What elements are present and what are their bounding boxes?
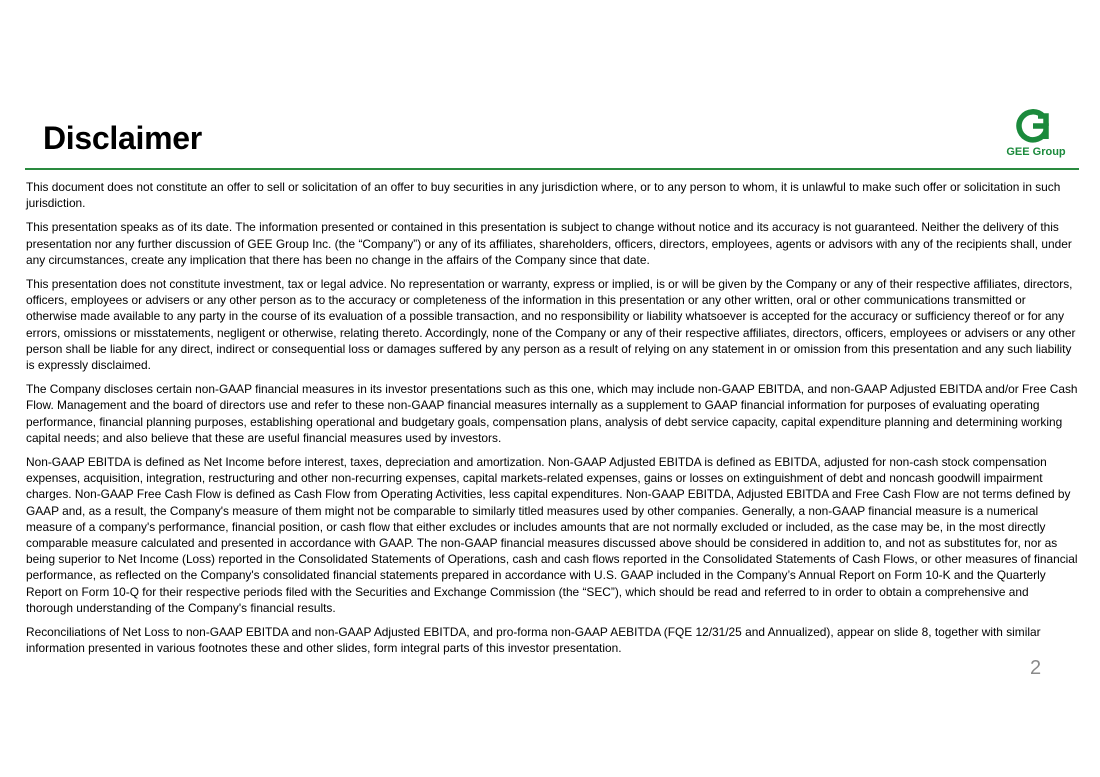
disclaimer-paragraph: The Company discloses certain non-GAAP financial measures in its investor presentations such as this one, which may include non-GAAP EBITDA, and non-GAAP Adjusted EBITDA and/or Free Cash Flow. Management and the board of directors use and refer to these non-GAAP financial measures internally as a supplement to GAAP financial information for purposes of evaluating operating performance, financial planning purposes, establishing operational and budgetary goals, compensation plans, analysis of debt service capacity, capital expenditure planning and determining working capital needs; and also believe that these are useful financial measures used by investors.: [26, 382, 1078, 445]
gee-logo-icon: [1016, 108, 1056, 144]
disclaimer-paragraph: Non-GAAP EBITDA is defined as Net Income before interest, taxes, depreciation and amortization. Non-GAAP Adjusted EBITDA is defined as EBITDA, adjusted for non-cash stock compensation expenses, acquisition, integration, restructuring and other non-recurring expenses, capital markets-related expenses, gains or losses on extinguishment of debt and noncash goodwill impairment charges. Non-GAAP Free Cash Flow is defined as Cash Flow from Operating Activities, less capital expenditures. Non-GAAP EBITDA, Adjusted EBITDA and Free Cash Flow are not terms defined by GAAP and, as a result, the Company's measure of them might not be comparable to similarly titled measures used by other companies. Generally, a non-GAAP financial measure is a numerical measure of a company's performance, financial position, or cash flow that either excludes or includes amounts that are not normally excluded or included, as the case may be, in the most directly comparable measure calculated and presented in accordance with GAAP. The non-GAAP financial measures discussed above should be considered in addition to, and not as substitutes for, nor as being superior to Net Income (Loss) reported in the Consolidated Statements of Operations, cash and cash flows reported in the Consolidated Statements of Cash Flows, or other measures of financial performance, as reflected on the Company's consolidated financial statements prepared in accordance with U.S. GAAP included in the Company’s Annual Report on Form 10-K and the Quarterly Report on Form 10-Q for their respective periods filed with the Securities and Exchange Commission (the “SEC”), which should be read and referred to in order to obtain a comprehensive and thorough understanding of the Company's financial results.: [26, 455, 1078, 615]
disclaimer-paragraph: This document does not constitute an offer to sell or solicitation of an offer to buy securities in any jurisdiction where, or to any person to whom, it is unlawful to make such offer or solicitation in such jurisdiction.: [26, 180, 1061, 211]
logo-wordmark: GEE Group: [1006, 146, 1066, 158]
disclaimer-paragraph: This presentation does not constitute investment, tax or legal advice. No representation or warranty, express or implied, is or will be given by the Company or any of their respective affiliates, directors, officers, employees or advisers or any other person as to the accuracy or completeness of the information in this presentation or any other written, oral or other communications transmitted or otherwise made available to any party in the course of its evaluation of a possible transaction, and no responsibility or liability whatsoever is accepted for the accuracy or sufficiency thereof or for any errors, omissions or misstatements, negligent or otherwise, relating thereto. Accordingly, none of the Company or any of their respective affiliates, directors, officers, employees or advisers or any other person shall be liable for any direct, indirect or consequential loss or damages suffered by any person as a result of relying on any statement in or omission from this presentation and any such liability is expressly disclaimed.: [26, 277, 1076, 373]
page-number: 2: [1030, 657, 1042, 679]
company-logo: [998, 108, 1074, 162]
disclaimer-paragraph: Reconciliations of Net Loss to non-GAAP EBITDA and non-GAAP Adjusted EBITDA, and pro-forma non-GAAP AEBITDA (FQE 12/31/25 and Annualized), appear on slide 8, together with similar information presented in various footnotes these and other slides, form integral parts of this investor presentation.: [26, 625, 1041, 656]
disclaimer-paragraph: This presentation speaks as of its date. The information presented or contained in this presentation is subject to change without notice and its accuracy is not guaranteed. Neither the delivery of this presentation nor any further discussion of GEE Group Inc. (the “Company”) or any of its affiliates, shareholders, officers, directors, employees, agents or advisors with any of the recipients shall, under any circumstances, create any implication that there has been no change in the affairs of the Company since that date.: [26, 220, 1072, 267]
title-divider: [25, 168, 1079, 170]
disclaimer-body: [26, 179, 1078, 664]
page-title: Disclaimer: [43, 120, 202, 156]
